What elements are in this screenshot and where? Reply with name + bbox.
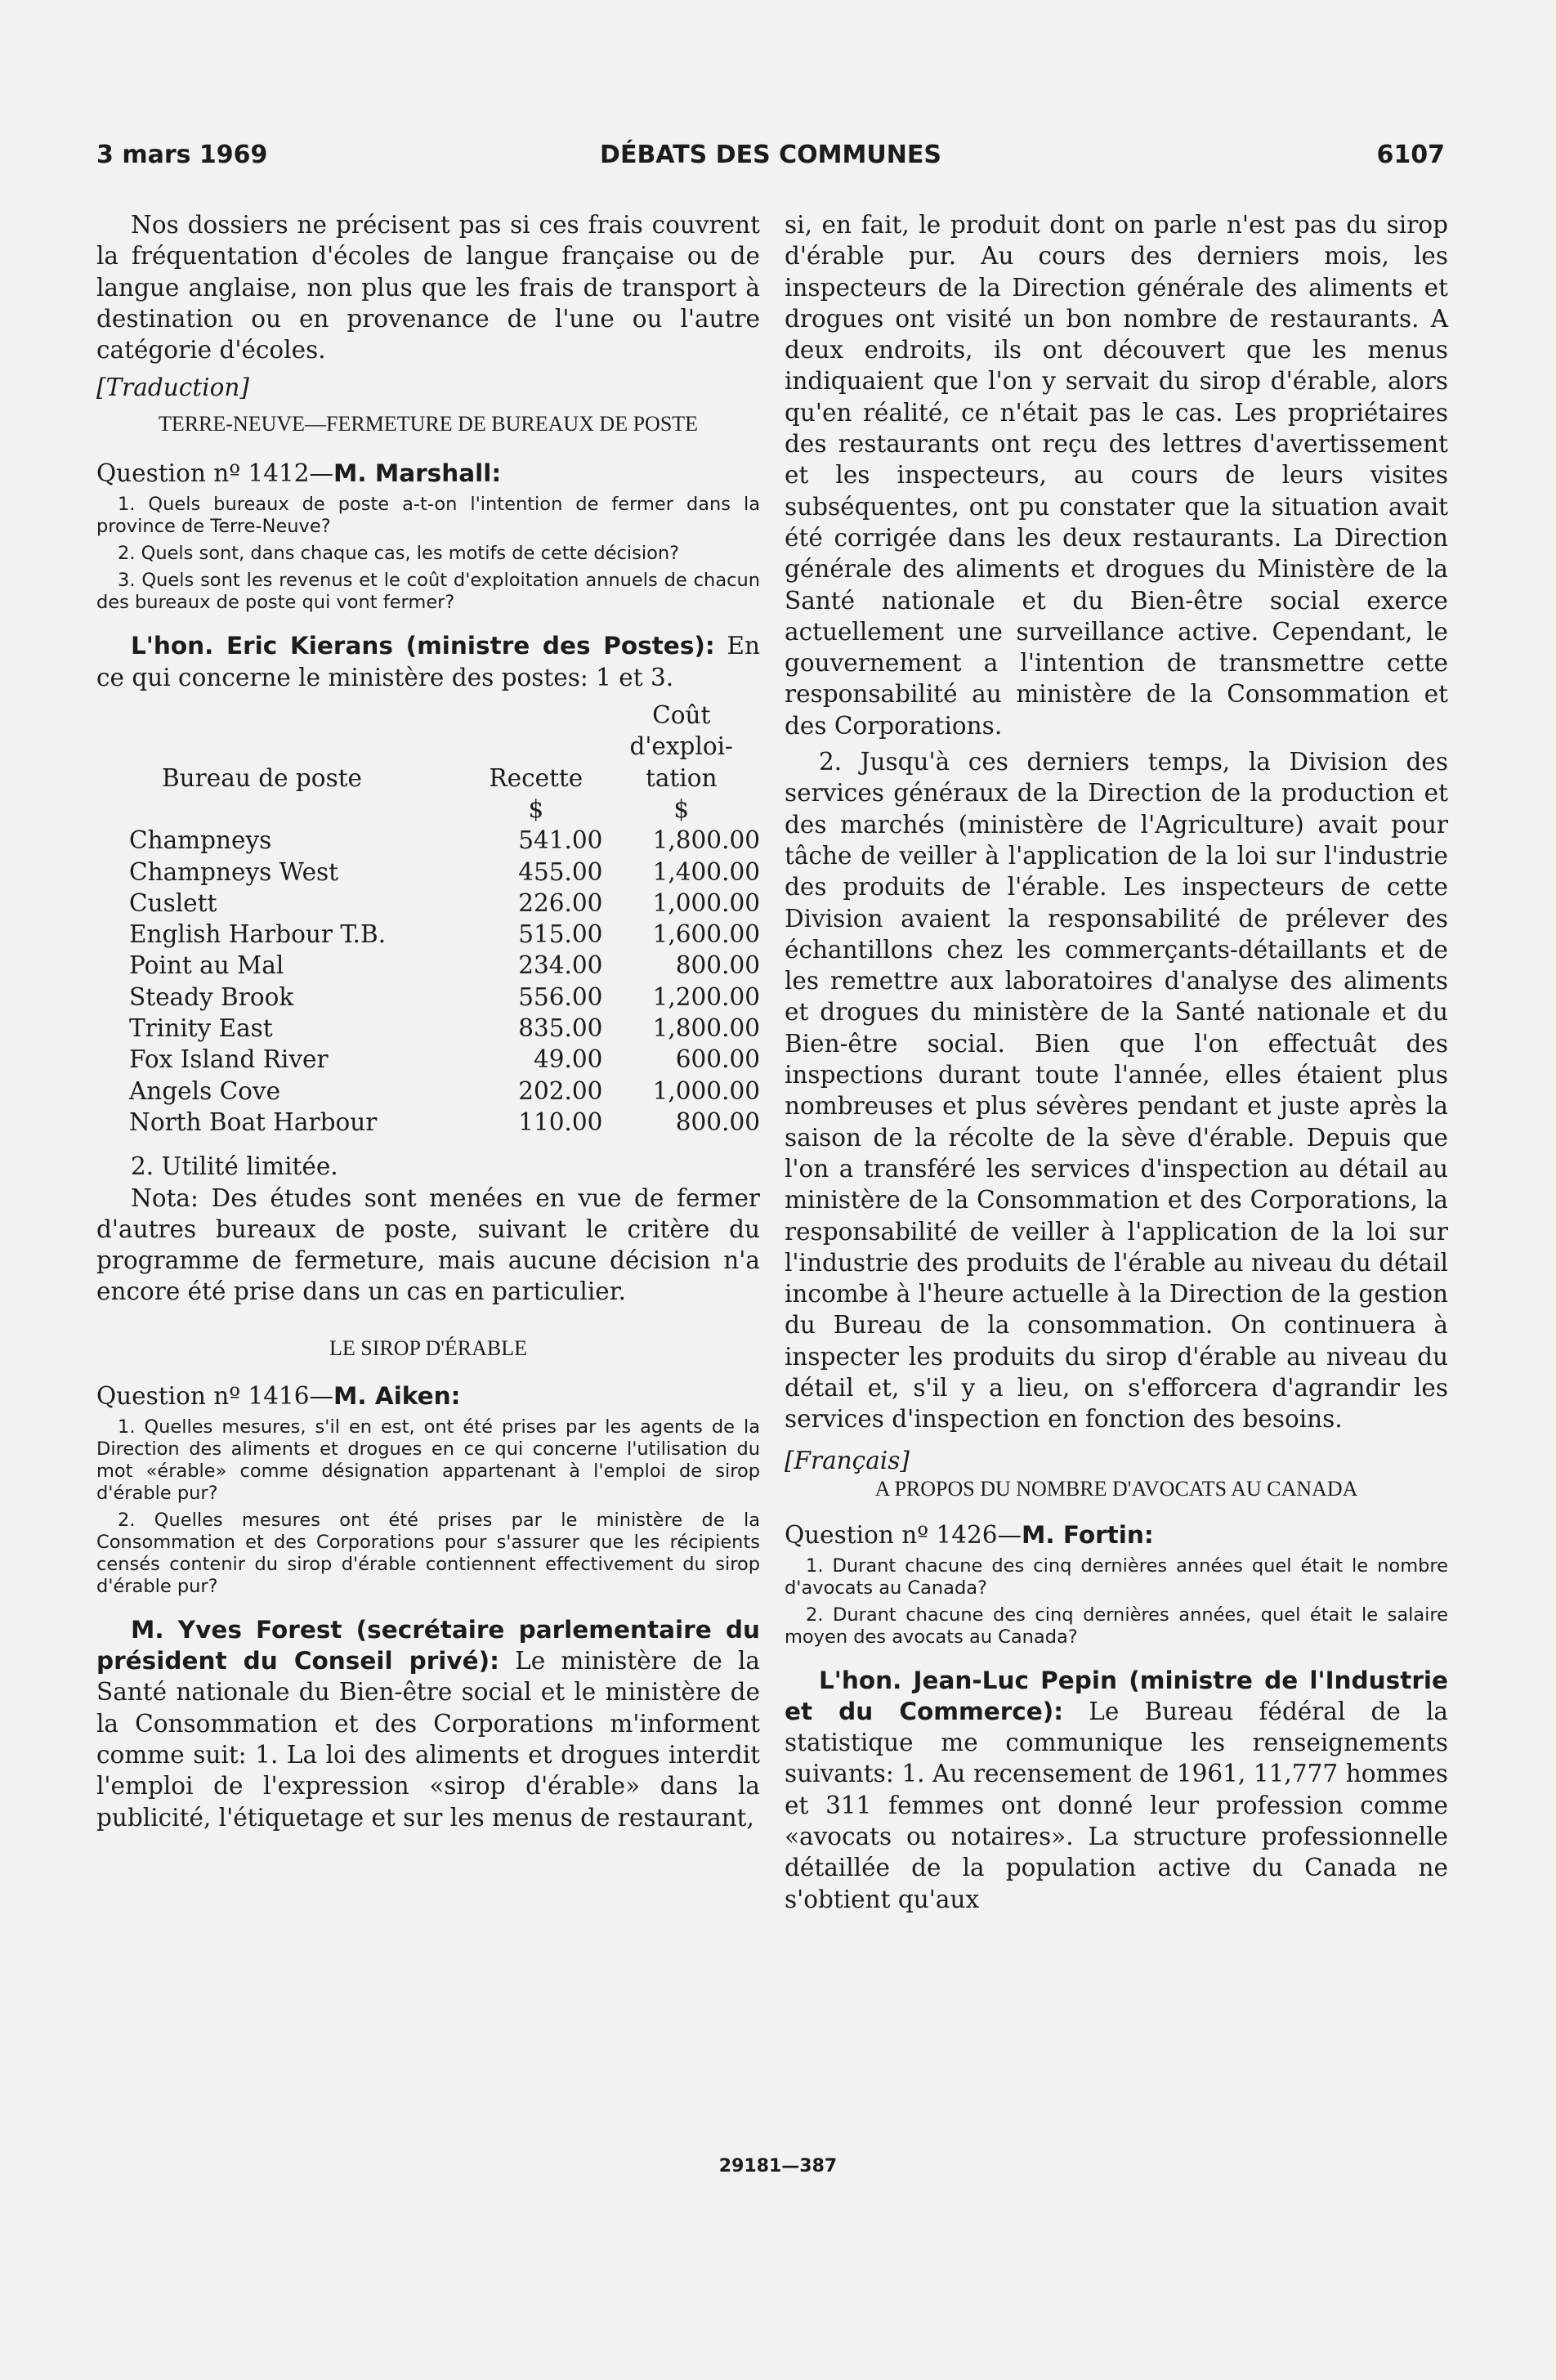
cell-bureau: Champneys West (129, 857, 339, 886)
question-item: 2. Quelles mesures ont été prises par le ministère de la Consommation et des Corporations pour s'assurer que les récipients censés contenir du sirop d'érable contiennent effectivement du sirop d'érable pur? (96, 1509, 760, 1597)
cell-cout: 600.00 (675, 1045, 760, 1074)
right-column (785, 209, 1448, 1915)
cell-bureau: Fox Island River (129, 1045, 329, 1074)
section-heading-avocats: A PROPOS DU NOMBRE D'AVOCATS AU CANADA (874, 1476, 1358, 1501)
running-head (96, 141, 1445, 181)
question-1412-title (96, 458, 760, 489)
question-member: M. Marshall: (333, 459, 502, 488)
column-header-cout: tation (645, 763, 718, 792)
cell-cout: 1,600.00 (652, 920, 760, 949)
answer-text: Le Bureau fédéral de la statistique me communique les renseignements suivants: 1. Au recensement de 1961, 11,777 hommes et 311 femmes ont donné leur profession comme «avocats ou notaires». La structure professionnelle détaillée de la population active du Canada ne s'obtient qu'aux (785, 1697, 1448, 1913)
cell-cout: 800.00 (675, 1107, 760, 1136)
intro-paragraph: Nos dossiers ne précisent pas si ces frais couvrent la fréquentation d'écoles de langue française ou de langue anglaise, non plus que les frais de transport à destination ou en provenance de l'une ou l'autre catégorie d'écoles. (96, 211, 760, 365)
cell-recette: 835.00 (518, 1014, 603, 1043)
nota-paragraph: Nota: Des études sont menées en vue de fermer d'autres bureaux de poste, suivant le critère du programme de fermeture, mais aucune décision n'a encore été prise dans un cas en particulier. (96, 1183, 760, 1306)
question-item: 1. Quels bureaux de poste a-t-on l'intention de fermer dans la province de Terre-Neuve? (96, 494, 760, 538)
post-office-table (96, 700, 760, 1138)
cell-bureau: Steady Brook (129, 982, 294, 1011)
question-item: 2. Quels sont, dans chaque cas, les motifs de cette décision? (118, 543, 680, 565)
cell-bureau: North Boat Harbour (129, 1107, 378, 1136)
table-row (96, 1107, 760, 1138)
table-row (96, 825, 760, 856)
speaker-name: L'hon. Jean-Luc Pepin (ministre de l'Industrie et du Commerce): (785, 1666, 1448, 1725)
table-unit-row (96, 794, 760, 825)
table-header-row (96, 731, 760, 762)
cell-recette: 455.00 (518, 857, 603, 886)
cell-recette: 541.00 (518, 826, 603, 855)
cell-bureau: Angels Cove (129, 1076, 281, 1105)
header-page-number: 6107 (1376, 141, 1445, 169)
cell-recette: 226.00 (518, 888, 603, 917)
header-date: 3 mars 1969 (96, 141, 268, 169)
question-label: Question nº 1416— (96, 1381, 334, 1410)
question-1416-title (96, 1380, 760, 1411)
table-row (96, 950, 760, 981)
paragraph-two: 2. Jusqu'à ces derniers temps, la Division des services généraux de la Direction de la production et des marchés (ministère de l'Agriculture) avait pour tâche de veiller à l'application de la loi sur l'industrie des produits de l'érable. Les inspecteurs de cette Division avaient la responsabilité de prélever des échantillons chez les commerçants-détaillants et de les remettre aux laboratoires d'analyse des aliments et drogues du ministère de la Santé nationale et du Bien-être social. Bien que l'on effectuât des inspections durant toute l'année, elles étaient plus nombreuses et plus sévères pendant et juste après la saison de la récolte de la sève d'érable. Depuis que l'on a transféré les services d'inspection au détail au ministère de la Consommation et des Corporations, la responsabilité de veiller à l'application de la loi sur l'industrie des produits de l'érable au niveau du détail incombe à l'heure actuelle à la Direction de la gestion du Bureau de la consommation. On continuera à inspecter les produits du sirop d'érable au niveau du détail et, s'il y a lieu, on s'efforcera d'agrandir les services d'inspection en fonction des besoins. (785, 748, 1448, 1434)
table-row (96, 1044, 760, 1075)
column-header-cout: Coût (652, 701, 711, 730)
footer-code: 29181—387 (718, 2156, 838, 2176)
pepin-answer (785, 1665, 1448, 1915)
cell-cout: 1,800.00 (652, 826, 760, 855)
question-item: 3. Quels sont les revenus et le coût d'exploitation annuels de chacun des bureaux de poste qui vont fermer? (96, 570, 760, 614)
cell-bureau: Trinity East (129, 1014, 273, 1043)
table-row (96, 919, 760, 950)
language-tag-francais (785, 1445, 1448, 1476)
question-member: M. Aiken: (333, 1381, 461, 1410)
question-item: 2. Durant chacune des cinq dernières années, quel était le salaire moyen des avocats au Canada? (785, 1604, 1448, 1648)
cell-bureau: Point au Mal (129, 951, 284, 980)
cell-cout: 1,400.00 (652, 857, 760, 886)
forest-answer (96, 1614, 760, 1833)
cell-cout: 1,000.00 (652, 888, 760, 917)
table-row (96, 1076, 760, 1107)
section-heading-terre-neuve: TERRE-NEUVE—FERMETURE DE BUREAUX DE POSTE (158, 412, 699, 436)
unit-recette: $ (528, 794, 544, 823)
table-row (96, 888, 760, 919)
utilite-paragraph: 2. Utilité limitée. (131, 1152, 338, 1181)
kierans-answer (96, 630, 760, 693)
column-header-recette: Recette (489, 763, 584, 792)
cell-recette: 556.00 (518, 982, 603, 1011)
answer-text: En ce qui concerne le ministère des postes: 1 et 3. (96, 632, 760, 691)
language-tag-traduction (96, 372, 760, 403)
question-member: M. Fortin: (1022, 1520, 1154, 1549)
cell-recette: 110.00 (518, 1107, 603, 1136)
cell-cout: 1,800.00 (652, 1014, 760, 1043)
cell-bureau: Cuslett (129, 888, 217, 917)
question-1426-title (785, 1519, 1448, 1550)
column-header-cout: d'exploi- (629, 732, 734, 761)
cell-recette: 49.00 (534, 1045, 603, 1074)
question-label: Question nº 1412— (96, 459, 334, 488)
table-header-row (96, 763, 760, 794)
cell-cout: 1,200.00 (652, 982, 760, 1011)
answer-text: Le ministère de la Santé nationale du Bien-être social et le ministère de la Consommation et des Corporations m'informent comme suit: 1. La loi des aliments et drogues interdit l'emploi de l'expression «sirop d'érable» dans la publicité, l'étiquetage et sur les menus de restaurant, (96, 1647, 760, 1832)
cell-bureau: Champneys (129, 826, 272, 855)
cell-bureau: English Harbour T.B. (129, 920, 387, 949)
table-row (96, 1013, 760, 1044)
header-title: DÉBATS DES COMMUNES (600, 141, 941, 169)
question-item: 1. Quelles mesures, s'il en est, ont été prises par les agents de la Direction des aliments et drogues en ce qui concerne l'utilisation du mot «érable» comme désignation appartenant à l'emploi de sirop d'érable pur? (96, 1416, 760, 1504)
table-body (96, 825, 760, 1138)
cell-recette: 515.00 (518, 920, 603, 949)
continued-paragraph: si, en fait, le produit dont on parle n'est pas du sirop d'érable pur. Au cours des derniers mois, les inspecteurs de la Direction générale des aliments et drogues ont visité un bon nombre de restaurants. A deux endroits, ils ont découvert que les menus indiquaient que l'on y servait du sirop d'érable, alors qu'en réalité, ce n'était pas le cas. Les propriétaires des restaurants ont reçu des lettres d'avertissement et les inspecteurs, au cours de leurs visites subséquentes, ont pu constater que la situation avait été corrigée dans les deux restaurants. La Direction générale des aliments et drogues du Ministère de la Santé nationale et du Bien-être social exerce actuellement une surveillance active. Cependant, le gouvernement a l'intention de transmettre cette responsabilité au ministère de la Consommation et des Corporations. (785, 211, 1448, 740)
left-column (96, 209, 760, 1833)
language-tag-text: [Français] (785, 1446, 910, 1474)
cell-cout: 800.00 (675, 951, 760, 980)
cell-recette: 202.00 (518, 1076, 603, 1105)
speaker-name: M. Yves Forest (secrétaire parlementaire du président du Conseil privé): (96, 1615, 760, 1675)
section-heading-sirop: LE SIROP D'ÉRABLE (329, 1335, 528, 1360)
language-tag-text: [Traduction] (96, 374, 249, 402)
table-row (96, 857, 760, 888)
unit-cout: $ (673, 794, 690, 823)
cell-cout: 1,000.00 (652, 1076, 760, 1105)
cell-recette: 234.00 (518, 951, 603, 980)
question-label: Question nº 1426— (785, 1520, 1022, 1549)
column-header-bureau: Bureau de poste (162, 763, 363, 792)
speaker-name: L'hon. Eric Kierans (ministre des Postes): (131, 632, 715, 660)
question-item: 1. Durant chacune des cinq dernières années quel était le nombre d'avocats au Canada? (785, 1555, 1448, 1599)
table-header-row (96, 700, 760, 731)
table-row (96, 982, 760, 1013)
